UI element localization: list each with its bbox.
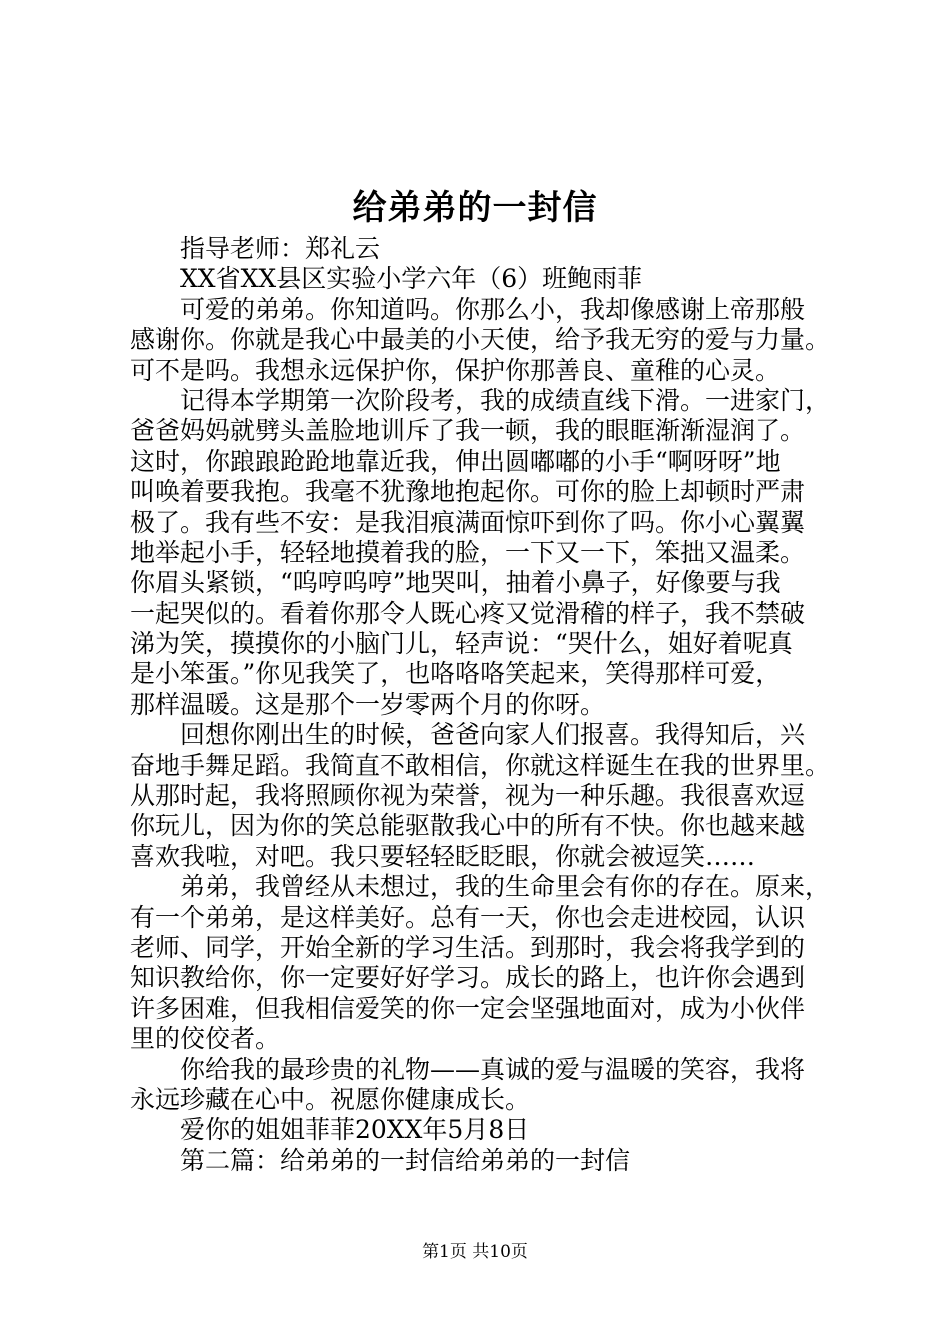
text-line: XX省XX县区实验小学六年（6）班鲍雨菲 (180, 264, 643, 294)
text-line: 涕为笑，摸摸你的小脑门儿，轻声说：“哭什么，姐好着呢真 (130, 629, 793, 659)
text-line: 许多困难，但我相信爱笑的你一定会坚强地面对，成为小伙伴 (130, 993, 806, 1023)
text-line: 感谢你。你就是我心中最美的小天使，给予我无穷的爱与力量。 (130, 325, 831, 355)
text-line: 叫唤着要我抱。我毫不犹豫地抱起你。可你的脸上却顿时严肃 (130, 477, 806, 507)
text-line: 永远珍藏在心中。祝愿你健康成长。 (130, 1084, 531, 1114)
text-line: 爱你的姐姐菲菲20XX年5月8日 (180, 1115, 530, 1145)
document-body (130, 234, 835, 1176)
text-line: 爸爸妈妈就劈头盖脸地训斥了我一顿，我的眼眶渐渐湿润了。 (130, 416, 806, 446)
text-line: 老师、同学，开始全新的学习生活。到那时，我会将我学到的 (130, 932, 806, 962)
text-line: 你给我的最珍贵的礼物——真诚的爱与温暖的笑容，我将 (180, 1054, 806, 1084)
text-line: 弟弟，我曾经从未想过，我的生命里会有你的存在。原来， (180, 872, 831, 902)
text-line: 可爱的弟弟。你知道吗。你那么小，我却像感谢上帝那般 (180, 294, 806, 324)
page-footer: 第1页 共10页 (422, 1242, 528, 1262)
text-line: 极了。我有些不安：是我泪痕满面惊吓到你了吗。你小心翼翼 (130, 507, 806, 537)
text-line: 第二篇：给弟弟的一封信给弟弟的一封信 (180, 1145, 631, 1175)
text-line: 回想你刚出生的时候，爸爸向家人们报喜。我得知后，兴 (180, 720, 806, 750)
text-line: 知识教给你，你一定要好好学习。成长的路上，也许你会遇到 (130, 963, 806, 993)
text-line: 记得本学期第一次阶段考，我的成绩直线下滑。一进家门， (180, 385, 831, 415)
text-line: 从那时起，我将照顾你视为荣誉，视为一种乐趣。我很喜欢逗 (130, 781, 806, 811)
text-line: 一起哭似的。看着你那令人既心疼又觉滑稽的样子，我不禁破 (130, 598, 806, 628)
text-line: 里的佼佼者。 (130, 1024, 281, 1054)
text-line: 你玩儿，因为你的笑总能驱散我心中的所有不快。你也越来越 (130, 811, 806, 841)
text-line: 可不是吗。我想永远保护你，保护你那善良、童稚的心灵。 (130, 355, 781, 385)
text-line: 是小笨蛋。”你见我笑了，也咯咯咯笑起来，笑得那样可爱， (130, 659, 781, 689)
text-line: 这时，你踉踉跄跄地靠近我，伸出圆嘟嘟的小手“啊呀呀”地 (130, 446, 781, 476)
text-line: 那样温暖。这是那个一岁零两个月的你呀。 (130, 689, 606, 719)
text-line: 指导老师：郑礼云 (180, 234, 381, 263)
text-line: 有一个弟弟，是这样美好。总有一天，你也会走进校园，认识 (130, 902, 806, 932)
text-line: 地举起小手，轻轻地摸着我的脸，一下又一下，笨拙又温柔。 (130, 537, 806, 567)
document-title: 给弟弟的一封信 (352, 188, 598, 228)
text-line: 喜欢我啦，对吧。我只要轻轻眨眨眼，你就会被逗笑…… (130, 841, 756, 871)
text-line: 奋地手舞足蹈。我简直不敢相信，你就这样诞生在我的世界里。 (130, 750, 831, 780)
text-line: 你眉头紧锁，“呜哼呜哼”地哭叫，抽着小鼻子，好像要与我 (130, 568, 781, 598)
